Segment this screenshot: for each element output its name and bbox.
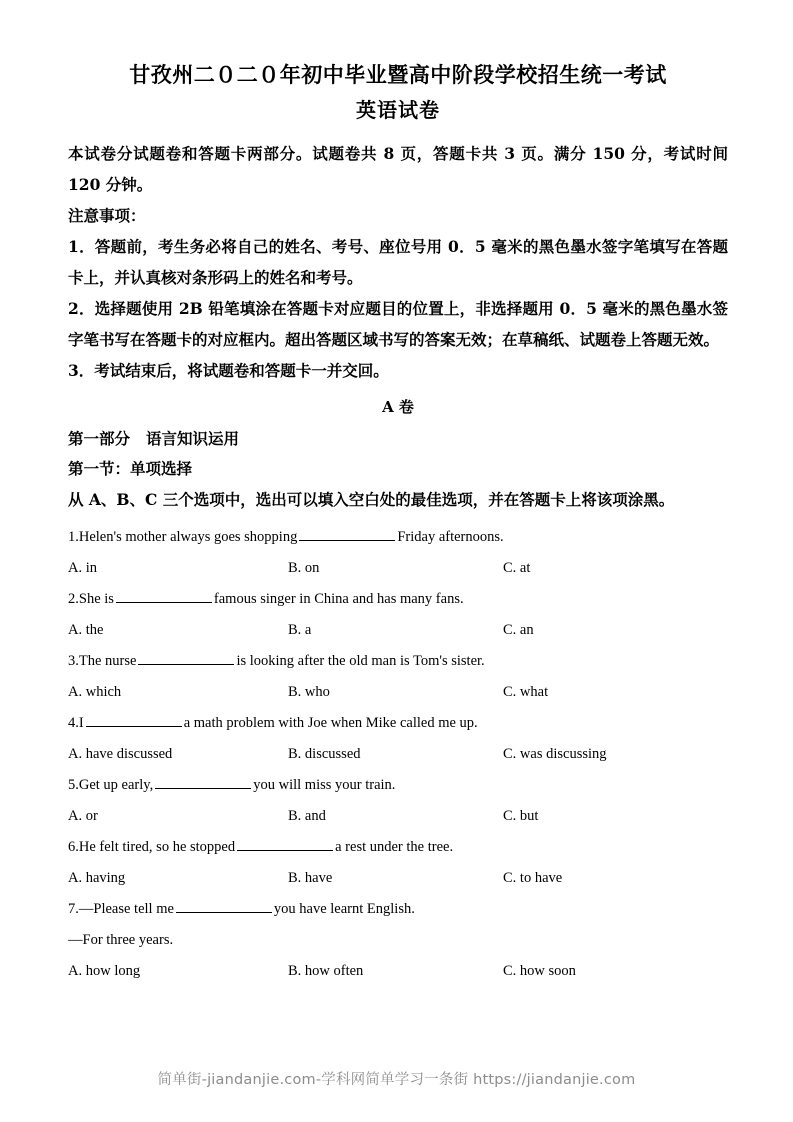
question-stem-before: The nurse	[78, 653, 137, 669]
option-a[interactable]: A. having	[68, 870, 126, 886]
option-c[interactable]: C. an	[503, 622, 534, 638]
document-content	[68, 58, 728, 987]
question-stem	[68, 770, 728, 801]
option-c[interactable]: C. at	[503, 560, 531, 576]
question-item	[68, 522, 728, 584]
part-one-title: 语言知识运用	[146, 429, 240, 448]
question-stem-after: famous singer in China and has many fans.	[213, 591, 464, 607]
question-stem-before: I	[78, 715, 84, 731]
option-a[interactable]: A. the	[68, 622, 104, 638]
answer-blank	[138, 651, 234, 665]
question-number: 2.	[68, 591, 79, 607]
question-stem-after: Friday afternoons.	[397, 529, 504, 545]
option-a[interactable]: A. which	[68, 684, 122, 700]
answer-blank	[237, 837, 333, 851]
answer-blank	[155, 775, 251, 789]
option-b[interactable]: B. and	[288, 808, 326, 824]
part-one-heading	[68, 424, 728, 454]
option-c[interactable]: C. to have	[503, 870, 563, 886]
option-a[interactable]: A. have discussed	[68, 746, 173, 762]
question-stem-after: a rest under the tree.	[335, 839, 454, 855]
part-one-label: 第一部分	[68, 429, 131, 448]
section-one-heading: 第一节：单项选择	[68, 459, 193, 478]
footer-watermark: 简单街-jiandanjie.com-学科网简单学习一条街 https://jiandanjie.com	[157, 1072, 636, 1088]
question-options	[68, 956, 728, 987]
option-b[interactable]: B. have	[288, 870, 333, 886]
option-b[interactable]: B. discussed	[288, 746, 361, 762]
question-stem-after: is looking after the old man is Tom's sister.	[236, 653, 485, 669]
question-options	[68, 553, 728, 584]
question-number: 5.	[68, 777, 79, 793]
question-stem	[68, 708, 728, 739]
notice-item-3: 3．考试结束后，将试题卷和答题卡一并交回。	[68, 361, 389, 380]
question-number: 1.	[68, 529, 79, 545]
question-options	[68, 677, 728, 708]
question-item	[68, 584, 728, 646]
option-c[interactable]: C. how soon	[503, 963, 576, 979]
question-stem	[68, 646, 728, 677]
question-stem	[68, 832, 728, 863]
question-stem-before: Helen's mother always goes shopping	[78, 529, 298, 545]
notice-label: 注意事项：	[68, 206, 146, 225]
question-stem	[68, 584, 728, 615]
question-number: 6.	[68, 839, 79, 855]
question-options	[68, 801, 728, 832]
answer-blank	[299, 527, 395, 541]
question-stem-after: you have learnt English.	[273, 901, 415, 917]
page-subtitle: 英语试卷	[356, 98, 440, 122]
paper-label: A 卷	[382, 398, 414, 416]
question-stem-before: —Please tell me	[78, 901, 174, 917]
question-stem-before: Get up early,	[78, 777, 154, 793]
question-item	[68, 770, 728, 832]
question-stem-reply: —For three years.	[68, 932, 174, 948]
question-item	[68, 708, 728, 770]
question-options	[68, 863, 728, 894]
option-c[interactable]: C. what	[503, 684, 549, 700]
notice-item-1: 1．答题前，考生务必将自己的姓名、考号、座位号用 0．5 毫米的黑色墨水签字笔填写在答题卡上，并认真核对条形码上的姓名和考号。	[68, 237, 728, 287]
answer-blank	[86, 713, 182, 727]
option-a[interactable]: A. or	[68, 808, 98, 824]
question-item	[68, 646, 728, 708]
option-c[interactable]: C. was discussing	[503, 746, 607, 762]
question-stem-after: you will miss your train.	[253, 777, 396, 793]
page-title: 甘孜州二０二０年初中毕业暨高中阶段学校招生统一考试	[129, 62, 667, 87]
answer-blank	[116, 589, 212, 603]
notice-item-2: 2．选择题使用 2B 铅笔填涂在答题卡对应题目的位置上，非选择题用 0．5 毫米的黑色墨水签字笔书写在答题卡的对应框内。超出答题区域书写的答案无效；在草稿纸、试题卷上答题无效。	[68, 299, 728, 349]
question-stem-before: He felt tired, so he stopped	[78, 839, 236, 855]
question-item	[68, 832, 728, 894]
question-stem-before: She is	[78, 591, 114, 607]
question-number: 4.	[68, 715, 79, 731]
question-number: 3.	[68, 653, 79, 669]
option-c[interactable]: C. but	[503, 808, 539, 824]
question-stem	[68, 522, 728, 553]
option-b[interactable]: B. how often	[288, 963, 364, 979]
question-options	[68, 739, 728, 770]
option-b[interactable]: B. on	[288, 560, 320, 576]
option-b[interactable]: B. who	[288, 684, 330, 700]
option-b[interactable]: B. a	[288, 622, 312, 638]
question-number: 7.	[68, 901, 79, 917]
question-options	[68, 615, 728, 646]
question-stem-after: a math problem with Joe when Mike called me up.	[183, 715, 478, 731]
section-one-direction: 从 A、B、C 三个选项中，选出可以填入空白处的最佳选项，并在答题卡上将该项涂黑。	[68, 490, 675, 509]
option-a[interactable]: A. how long	[68, 963, 141, 979]
option-a[interactable]: A. in	[68, 560, 97, 576]
question-stem	[68, 894, 728, 925]
intro-paragraph: 本试卷分试题卷和答题卡两部分。试题卷共 8 页，答题卡共 3 页。满分 150 分，考试时间 120 分钟。	[68, 144, 728, 194]
question-item	[68, 894, 728, 987]
answer-blank	[176, 899, 272, 913]
